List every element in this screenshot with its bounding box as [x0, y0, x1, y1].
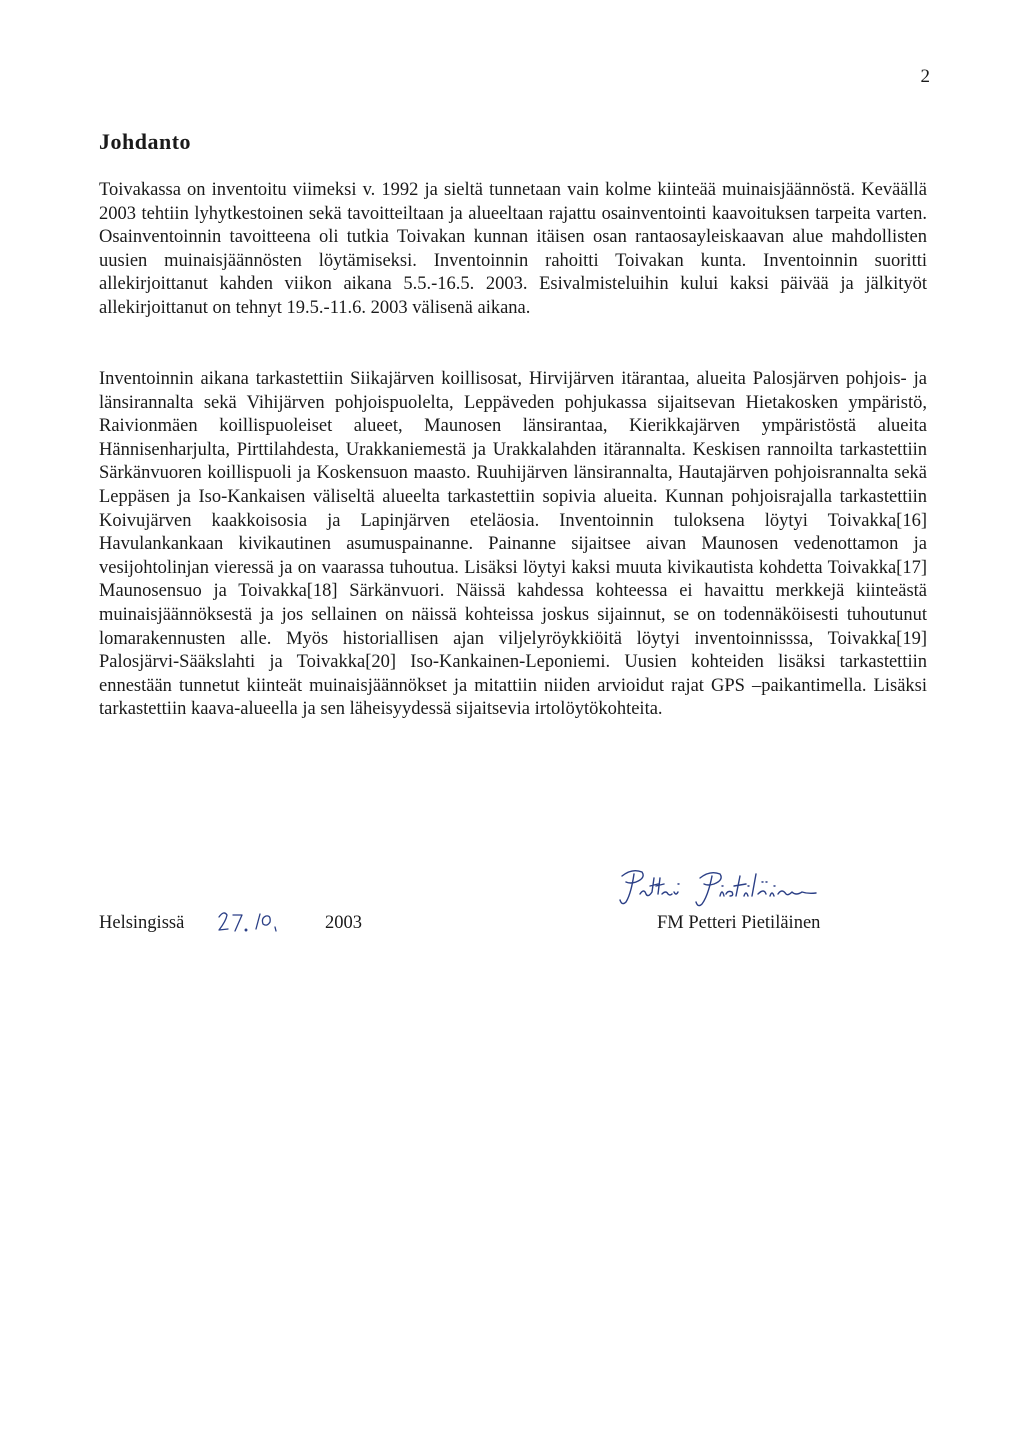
section-heading: Johdanto: [99, 129, 192, 154]
inventory-paragraph: Inventoinnin aikana tarkastettiin Siikajärven koillisosat, Hirvijärven itärantaa, alueita Palosjärven pohjois- ja länsirannalta sekä Vihijärven pohjoispuolelta, Leppäveden pohjukassa sijaitsevan Hietakosken ympäristö, Raivionmäen koillispuoleiset alueet, Maunosen länsirantaa, Kierikkajärven ympäristöstä alueita Hännisenharjulta, Pirttilahdesta, Urakkaniemestä ja Urakkalahden itärannalta. Keskisen rannoilta tarkastettiin Särkänvuoren koillispuoli ja Koskensuon maasto. Ruuhijärven länsirannalta, Hautajärven pohjoisrannalta sekä Leppäsen ja Iso-Kankaisen väliseltä alueelta tarkastettiin sopivia alueita. Kunnan pohjoisrajalla tarkastettiin Koivujärven kaakkoisosia ja Lapinjärven eteläosia. Inventoinnin tuloksena löytyi Toivakka[16] Havulankankaan kivikautinen asumuspainanne. Painanne sijaitsee aivan Maunosen vedenottamon ja vesijohtolinjan vieressä ja on vaarassa tuhoutua. Lisäksi löytyi kaksi muuta kivikautista kohdetta Toivakka[17] Maunosensuo ja Toivakka[18] Särkänvuori. Näissä kahdessa kohteessa ei havaittu merkkejä kiinteästä muinaisjäännöksestä ja jos sellainen on näissä kohteissa joskus sijainnut, se on todennäköisesti tuhoutunut lomarakennusten alle. Myös historiallisen ajan viljelyröykkiöitä löytyi inventoinnisssa, Toivakka[19] Palosjärvi-Sääkslahti ja Toivakka[20] Iso-Kankainen-Leponiemi. Uusien kohteiden lisäksi tarkastettiin ennestään tunnetut kiinteät muinaisjäännökset ja mitattiin niiden arvioidut rajat GPS –paikantimella. Lisäksi tarkastettiin kaava-alueella ja sen läheisyydessä sijaitsevia irtolöytökohteita.: [99, 369, 927, 720]
signature-year: 2003: [325, 913, 362, 933]
page-number: 2: [920, 66, 930, 87]
signer-name: FM Petteri Pietiläinen: [657, 913, 821, 933]
handwritten-date: [216, 905, 286, 939]
handwritten-signature: [616, 858, 846, 918]
intro-paragraph: Toivakassa on inventoitu viimeksi v. 1992 ja sieltä tunnetaan vain kolme kiinteää muinaisjäännöstä. Keväällä 2003 tehtiin lyhytkestoinen sekä tavoitteiltaan ja alueeltaan rajattu osainventointi kaavoituksen tarpeita varten. Osainventoinnin tavoitteena oli tutkia Toivakan kunnan itäisen osan rantaosayleiskaavan alue mahdollisten uusien muinaisjäännösten löytämiseksi. Inventoinnin rahoitti Toivakan kunta. Inventoinnin suoritti allekirjoittanut kahden viikon aikana 5.5.-16.5. 2003. Esivalmisteluihin kului kaksi päivää ja jälkityöt allekirjoittanut on tehnyt 19.5.-11.6. 2003 välisenä aikana.: [99, 180, 927, 318]
signature-place: Helsingissä: [99, 913, 185, 933]
